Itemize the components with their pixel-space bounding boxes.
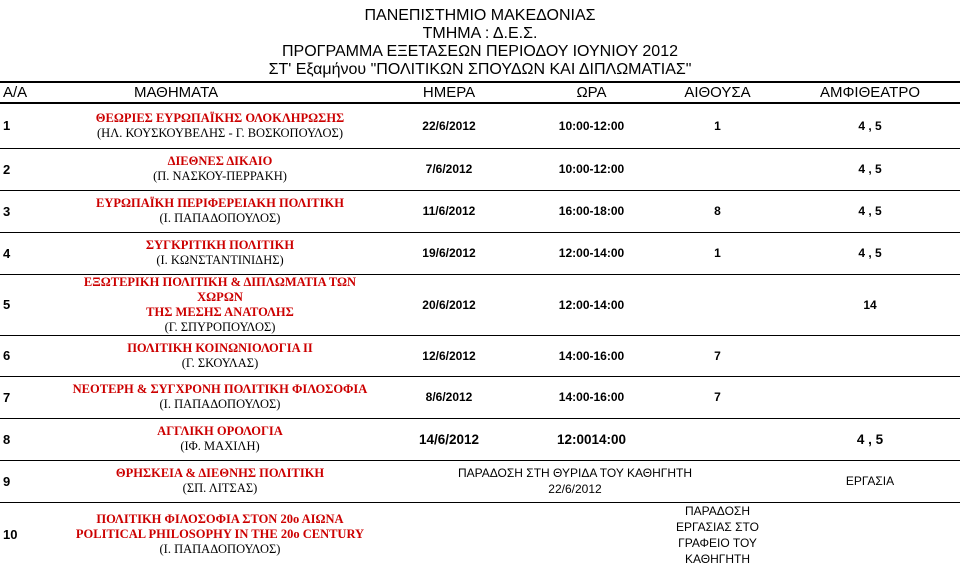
submission-note	[370, 460, 780, 502]
exam-amphitheatre: 4 , 5	[780, 418, 960, 460]
col-time-header: ΩΡΑ	[528, 82, 655, 103]
table-header-row	[0, 82, 960, 103]
exam-room: 8	[655, 190, 780, 232]
row-number: 7	[0, 376, 70, 418]
course-professor: (Γ. ΣΚΟΥΛΑΣ)	[181, 355, 259, 370]
table-row	[0, 460, 960, 502]
exam-room: 1	[655, 103, 780, 148]
submission-note	[655, 502, 780, 567]
exam-amphitheatre: 4 , 5	[780, 190, 960, 232]
row-number: 10	[3, 527, 18, 542]
course-cell	[70, 148, 370, 190]
table-row	[0, 335, 960, 376]
exam-time: 10:00-12:00	[528, 103, 655, 148]
table-row	[0, 232, 960, 274]
exam-date: 12/6/2012	[370, 335, 528, 376]
course-cell	[70, 103, 370, 148]
department-title: ΤΜΗΜΑ : Δ.Ε.Σ.	[422, 25, 538, 42]
col-num-header: Α/Α	[0, 82, 70, 103]
row-number: 4	[0, 232, 70, 274]
exam-amphitheatre: 4 , 5	[780, 103, 960, 148]
course-professor: (Π. ΝΑΣΚΟΥ-ΠΕΡΡΑΚΗ)	[153, 169, 287, 183]
col-date-header: ΗΜΕΡΑ	[370, 82, 528, 103]
course-title: ΣΥΓΚΡΙΤΙΚΗ ΠΟΛΙΤΙΚΗ	[145, 238, 295, 252]
exam-time: 12:00-14:00	[528, 232, 655, 274]
course-professor: (Ι. ΠΑΠΑΔΟΠΟΥΛΟΣ)	[159, 211, 281, 225]
exam-time: 12:00-14:00	[528, 274, 655, 335]
course-professor: (Ι. ΠΑΠΑΔΟΠΟΥΛΟΣ)	[159, 542, 281, 556]
exam-amphitheatre	[780, 502, 960, 567]
table-row	[0, 502, 960, 567]
course-title: ΔΙΕΘΝΕΣ ΔΙΚΑΙΟ	[167, 154, 273, 168]
course-title: ΕΥΡΩΠΑΪΚΗ ΠΕΡΙΦΕΡΕΙΑΚΗ ΠΟΛΙΤΙΚΗ	[96, 196, 344, 210]
col-room-header: ΑΙΘΟΥΣΑ	[655, 82, 780, 103]
program-title: ΠΡΟΓΡΑΜΜΑ ΕΞΕΤΑΣΕΩΝ ΠΕΡΙΟΔΟΥ ΙΟΥΝΙΟΥ 2012	[281, 43, 678, 60]
course-professor: (Γ. ΣΠΥΡΟΠΟΥΛΟΣ)	[164, 319, 276, 334]
row-number: 1	[0, 103, 70, 148]
exam-amphitheatre: 14	[780, 274, 960, 335]
exam-date: 14/6/2012	[370, 418, 528, 460]
course-cell	[70, 418, 370, 460]
exam-time: 10:00-12:00	[528, 148, 655, 190]
exam-date: 22/6/2012	[370, 103, 528, 148]
row-number: 5	[0, 274, 70, 335]
submission-note-date: 22/6/2012	[548, 482, 602, 496]
exam-date: 7/6/2012	[370, 148, 528, 190]
submission-note-line: ΕΡΓΑΣΙΑΣ ΣΤΟ	[676, 519, 759, 534]
exam-amphitheatre	[780, 335, 960, 376]
exam-room: 7	[655, 376, 780, 418]
col-amphi-header: ΑΜΦΙΘΕΑΤΡΟ	[780, 82, 960, 103]
exam-time: 16:00-18:00	[528, 190, 655, 232]
exam-amphitheatre: 4 , 5	[780, 232, 960, 274]
course-cell	[70, 274, 370, 335]
exam-date: 8/6/2012	[370, 376, 528, 418]
exam-time	[528, 502, 655, 567]
course-title: ΕΞΩΤΕΡΙΚΗ ΠΟΛΙΤΙΚΗ & ΔΙΠΛΩΜΑΤΙΑ ΤΩΝ ΧΩΡΩΝ	[83, 274, 357, 304]
exam-date: 11/6/2012	[370, 190, 528, 232]
exam-date: 19/6/2012	[370, 232, 528, 274]
course-title: ΝΕΟΤΕΡΗ & ΣΥΓΧΡΟΝΗ ΠΟΛΙΤΙΚΗ ΦΙΛΟΣΟΦΙΑ	[72, 382, 368, 396]
exam-time: 14:00-16:00	[528, 335, 655, 376]
course-professor: (Ι. ΚΩΝΣΤΑΝΤΙΝΙΔΗΣ)	[156, 253, 284, 267]
exam-date	[370, 502, 528, 567]
course-cell	[70, 232, 370, 274]
submission-note-line: ΓΡΑΦΕΙΟ ΤΟΥ	[678, 535, 757, 550]
exam-amphitheatre: ΕΡΓΑΣΙΑ	[780, 460, 960, 502]
row-number: 2	[0, 148, 70, 190]
table-row	[0, 376, 960, 418]
course-title-line2: POLITICAL PHILOSOPHY IN THE 20o CENTURY	[75, 527, 365, 541]
row-number: 6	[0, 335, 70, 376]
course-title: ΘΕΩΡΙΕΣ ΕΥΡΩΠΑΪΚΗΣ ΟΛΟΚΛΗΡΩΣΗΣ	[95, 110, 345, 125]
submission-note-text: ΠΑΡΑΔΟΣΗ ΣΤΗ ΘΥΡΙΔΑ ΤΟΥ ΚΑΘΗΓΗΤΗ	[457, 466, 693, 480]
col-course-header: ΜΑΘΗΜΑΤΑ	[70, 82, 370, 103]
exam-time: 14:00-16:00	[528, 376, 655, 418]
university-title: ΠΑΝΕΠΙΣΤΗΜΙΟ ΜΑΚΕΔΟΝΙΑΣ	[364, 7, 596, 24]
exam-room	[655, 148, 780, 190]
table-row	[0, 274, 960, 335]
course-title: ΘΡΗΣΚΕΙΑ & ΔΙΕΘΝΗΣ ΠΟΛΙΤΙΚΗ	[115, 466, 325, 480]
exam-amphitheatre	[780, 376, 960, 418]
course-title: ΠΟΛΙΤΙΚΗ ΚΟΙΝΩΝΙΟΛΟΓΙΑ ΙΙ	[127, 340, 313, 355]
course-title: ΑΓΓΛΙΚΗ ΟΡΟΛΟΓΙΑ	[157, 424, 283, 438]
exam-room: 1	[655, 232, 780, 274]
course-professor: (ΙΦ. ΜΑΧΙΛΗ)	[180, 439, 260, 453]
exam-date: 20/6/2012	[370, 274, 528, 335]
course-title-line2: ΤΗΣ ΜΕΣΗΣ ΑΝΑΤΟΛΗΣ	[146, 304, 294, 319]
table-row	[0, 190, 960, 232]
semester-title: ΣΤ' Εξαμήνου "ΠΟΛΙΤΙΚΩΝ ΣΠΟΥΔΩΝ ΚΑΙ ΔΙΠΛΩΜΑΤΙΑΣ"	[268, 61, 692, 78]
exam-room	[655, 418, 780, 460]
exam-amphitheatre: 4 , 5	[780, 148, 960, 190]
course-professor: (ΗΛ. ΚΟΥΣΚΟΥΒΕΛΗΣ - Γ. ΒΟΣΚΟΠΟΥΛΟΣ)	[97, 125, 343, 140]
row-number: 9	[0, 460, 70, 502]
course-cell	[70, 460, 370, 502]
table-row	[0, 148, 960, 190]
exam-time: 12:0014:00	[528, 418, 655, 460]
submission-note-line: ΚΑΘΗΓΗΤΗ	[684, 551, 751, 566]
exam-schedule-table	[0, 81, 960, 567]
course-title: ΠΟΛΙΤΙΚΗ ΦΙΛΟΣΟΦΙΑ ΣΤΟΝ 20ο ΑΙΩΝΑ	[96, 512, 344, 526]
course-professor: (ΣΠ. ΛΙΤΣΑΣ)	[182, 481, 258, 495]
course-cell	[70, 376, 370, 418]
submission-note-line: ΠΑΡΑΔΟΣΗ	[685, 503, 750, 518]
course-cell	[70, 502, 370, 567]
course-professor: (Ι. ΠΑΠΑΔΟΠΟΥΛΟΣ)	[159, 397, 281, 411]
exam-room: 7	[655, 335, 780, 376]
course-cell	[70, 190, 370, 232]
table-row	[0, 418, 960, 460]
table-row	[0, 103, 960, 148]
row-number: 3	[0, 190, 70, 232]
course-cell	[70, 335, 370, 376]
exam-room	[655, 274, 780, 335]
row-number: 8	[0, 418, 70, 460]
